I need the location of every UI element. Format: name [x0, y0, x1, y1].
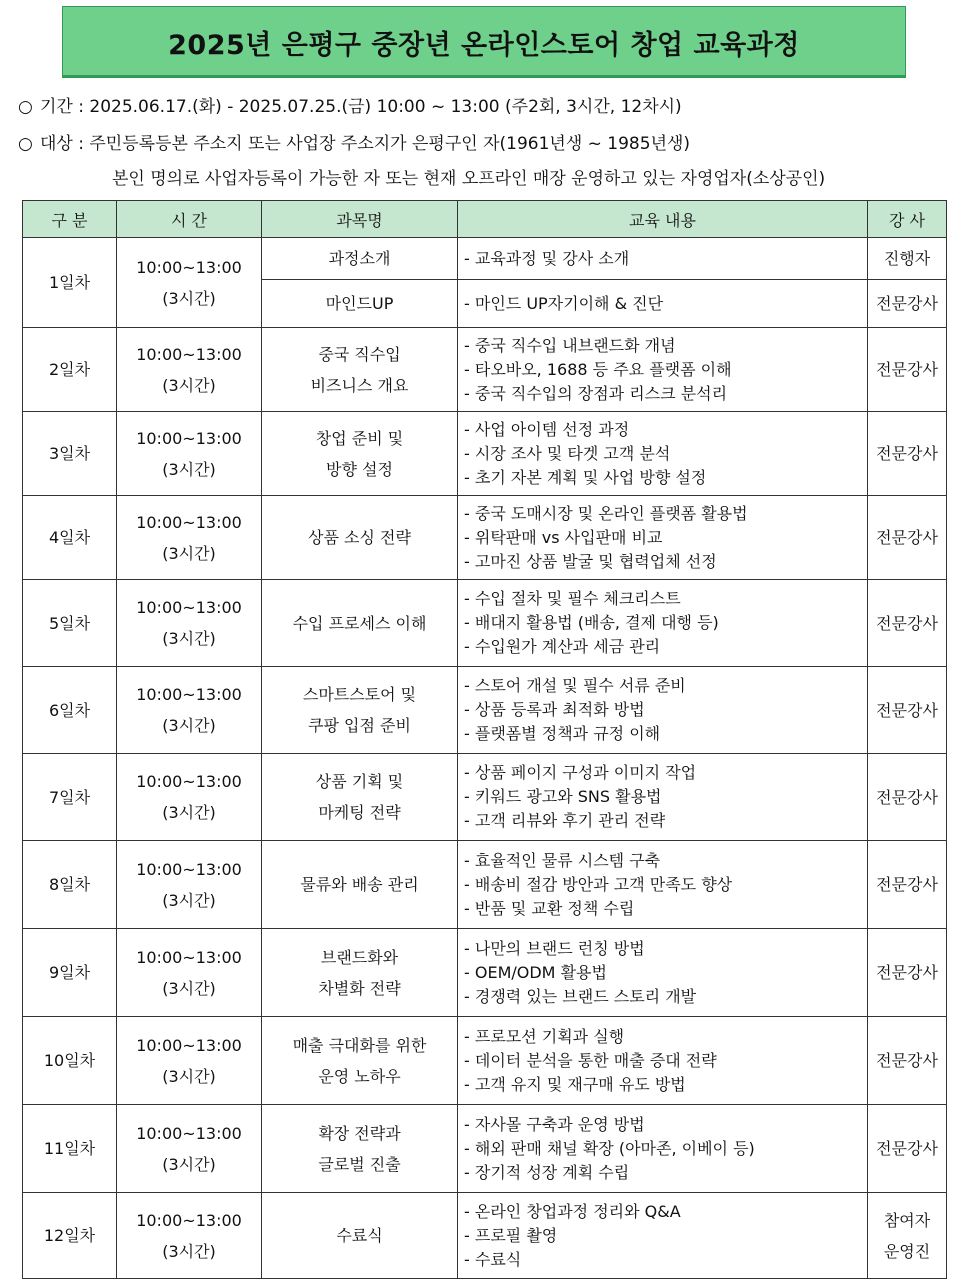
table-row — [23, 238, 947, 280]
subject-line: 브랜드화와 — [320, 947, 399, 967]
instructor-cell — [868, 1193, 947, 1279]
time-cell — [117, 328, 262, 412]
instructor-cell — [868, 667, 947, 754]
subject-line: 마케팅 전략 — [318, 803, 401, 822]
instructor-line: 전문강사 — [876, 700, 938, 720]
content-item: - 시장 조사 및 타겟 고객 분석 — [464, 443, 671, 463]
content-item: - 타오바오, 1688 등 주요 플랫폼 이해 — [464, 359, 732, 379]
content-item: - 상품 페이지 구성과 이미지 작업 — [464, 763, 697, 782]
subject-cell — [262, 754, 458, 841]
session-cell: 1일차 — [23, 238, 117, 328]
time-main: 10:00~13:00 — [136, 257, 242, 277]
time-cell — [117, 929, 262, 1017]
subject-line: 확장 전략과 — [318, 1123, 401, 1143]
content-item: - OEM/ODM 활용법 — [464, 962, 607, 982]
contents-cell — [458, 280, 868, 328]
info-period-text: 기간 : 2025.06.17.(화) - 2025.07.25.(금) 10:00 ~ 13:00 (주2회, 3시간, 12차시) — [40, 97, 682, 117]
table-row — [23, 328, 947, 412]
content-item: - 고마진 상품 발굴 및 협력업체 선정 — [464, 551, 717, 571]
instructor-line: 전문강사 — [876, 875, 938, 894]
content-item: - 초기 자본 계획 및 사업 방향 설정 — [464, 467, 707, 487]
subject-line: 마인드UP — [325, 294, 394, 313]
instructor-line: 전문강사 — [876, 444, 938, 463]
time-main: 10:00~13:00 — [136, 1035, 242, 1055]
content-item: - 스토어 개설 및 필수 서류 준비 — [464, 676, 686, 695]
content-item: - 반품 및 교환 정책 수립 — [464, 898, 635, 918]
time-cell — [117, 580, 262, 667]
instructor-cell — [868, 841, 947, 929]
instructor-line: 전문강사 — [876, 1051, 938, 1070]
info-target — [18, 129, 690, 154]
session-cell: 2일차 — [23, 328, 117, 412]
instructor-cell — [868, 412, 947, 496]
session-cell: 10일차 — [23, 1017, 117, 1105]
time-sub: (3시간) — [162, 1241, 216, 1261]
time-sub: (3시간) — [162, 716, 216, 735]
time-main: 10:00~13:00 — [136, 772, 242, 791]
table-row — [23, 412, 947, 496]
subject-line: 스마트스토어 및 — [302, 685, 417, 704]
contents-cell — [458, 496, 868, 580]
session-cell: 5일차 — [23, 580, 117, 667]
session-cell: 11일차 — [23, 1105, 117, 1193]
time-cell — [117, 1193, 262, 1279]
contents-cell — [458, 667, 868, 754]
subject-cell — [262, 280, 458, 328]
contents-cell — [458, 580, 868, 667]
time-main: 10:00~13:00 — [136, 428, 242, 448]
time-sub: (3시간) — [162, 890, 216, 910]
table-header-row — [23, 201, 947, 238]
info-target-detail — [112, 164, 825, 189]
content-item: - 고객 리뷰와 후기 관리 전략 — [464, 811, 666, 830]
content-item: - 해외 판매 채널 확장 (아마존, 이베이 등) — [464, 1138, 755, 1158]
time-main: 10:00~13:00 — [136, 512, 242, 532]
session-cell: 7일차 — [23, 754, 117, 841]
contents-cell — [458, 328, 868, 412]
instructor-cell — [868, 580, 947, 667]
time-cell — [117, 238, 262, 328]
content-item: - 상품 등록과 최적화 방법 — [464, 700, 645, 719]
time-sub: (3시간) — [162, 978, 216, 998]
content-item: - 고객 유지 및 재구매 유도 방법 — [464, 1074, 686, 1094]
subject-cell — [262, 328, 458, 412]
session-cell: 12일차 — [23, 1193, 117, 1279]
instructor-line: 전문강사 — [876, 963, 938, 982]
time-main: 10:00~13:00 — [136, 947, 242, 967]
session-cell: 6일차 — [23, 667, 117, 754]
content-item: - 사업 아이템 선정 과정 — [464, 419, 630, 439]
content-item: - 데이터 분석을 통한 매출 증대 전략 — [464, 1050, 717, 1070]
subject-cell — [262, 580, 458, 667]
content-item: - 중국 직수입 내브랜드화 개념 — [464, 335, 676, 355]
subject-line: 글로벌 진출 — [318, 1154, 401, 1174]
instructor-line: 전문강사 — [876, 294, 938, 313]
schedule-table — [22, 200, 947, 1279]
subject-line: 과정소개 — [328, 249, 391, 268]
content-item: - 온라인 창업과정 정리와 Q&A — [464, 1201, 681, 1221]
content-item: - 수입원가 계산과 세금 관리 — [464, 637, 661, 656]
table-row — [23, 667, 947, 754]
subject-line: 물류와 배송 관리 — [300, 875, 419, 894]
content-item: - 나만의 브랜드 런칭 방법 — [464, 938, 645, 958]
time-main: 10:00~13:00 — [136, 344, 242, 364]
instructor-cell — [868, 238, 947, 280]
instructor-line: 전문강사 — [876, 1139, 938, 1158]
contents-cell — [458, 1193, 868, 1279]
session-cell: 9일차 — [23, 929, 117, 1017]
instructor-line: 참여자 — [883, 1210, 931, 1230]
session-cell: 3일차 — [23, 412, 117, 496]
subject-cell — [262, 1017, 458, 1105]
bullet-circle: ○ — [18, 97, 33, 117]
content-item: - 경쟁력 있는 브랜드 스토리 개발 — [464, 986, 697, 1006]
time-sub: (3시간) — [162, 375, 216, 395]
instructor-cell — [868, 1105, 947, 1193]
info-target-detail-text: 본인 명의로 사업자등록이 가능한 자 또는 현재 오프라인 매장 운영하고 있는 자영업자(소상공인) — [112, 169, 826, 189]
contents-cell — [458, 841, 868, 929]
time-cell — [117, 1017, 262, 1105]
header-subject: 과목명 — [262, 201, 458, 238]
subject-cell — [262, 412, 458, 496]
instructor-line: 전문강사 — [876, 787, 938, 807]
page-title: 2025년 은평구 중장년 온라인스토어 창업 교육과정 — [168, 29, 800, 61]
subject-line: 비즈니스 개요 — [310, 375, 409, 395]
content-item: - 배대지 활용법 (배송, 결제 대행 등) — [464, 613, 719, 632]
table-row — [23, 1105, 947, 1193]
subject-line: 차별화 전략 — [318, 978, 401, 998]
time-cell — [117, 1105, 262, 1193]
content-item: - 플랫폼별 정책과 규정 이해 — [464, 724, 661, 743]
table-row — [23, 841, 947, 929]
content-item: - 교육과정 및 강사 소개 — [464, 248, 630, 268]
contents-cell — [458, 1105, 868, 1193]
table-row — [23, 929, 947, 1017]
time-sub: (3시간) — [162, 629, 216, 648]
contents-cell — [458, 1017, 868, 1105]
instructor-cell — [868, 280, 947, 328]
session-cell: 4일차 — [23, 496, 117, 580]
bullet-circle: ○ — [18, 134, 33, 154]
subject-line: 중국 직수입 — [318, 344, 401, 364]
instructor-line: 전문강사 — [876, 528, 938, 547]
time-main: 10:00~13:00 — [136, 859, 242, 879]
subject-line: 운영 노하우 — [318, 1066, 401, 1086]
header-contents: 교육 내용 — [458, 201, 868, 238]
subject-line: 수입 프로세스 이해 — [292, 613, 427, 633]
instructor-cell — [868, 1017, 947, 1105]
time-cell — [117, 412, 262, 496]
content-item: - 자사몰 구축과 운영 방법 — [464, 1114, 645, 1134]
time-sub: (3시간) — [162, 288, 216, 308]
subject-line: 매출 극대화를 위한 — [292, 1035, 427, 1055]
contents-cell — [458, 238, 868, 280]
subject-cell — [262, 929, 458, 1017]
subject-cell — [262, 1193, 458, 1279]
time-sub: (3시간) — [162, 1154, 216, 1174]
content-item: - 프로필 촬영 — [464, 1225, 558, 1245]
table-row — [23, 1017, 947, 1105]
title-banner — [62, 6, 906, 78]
subject-cell — [262, 1105, 458, 1193]
time-cell — [117, 667, 262, 754]
header-session: 구 분 — [23, 201, 117, 238]
subject-line: 수료식 — [336, 1226, 383, 1245]
time-sub: (3시간) — [162, 459, 216, 479]
contents-cell — [458, 412, 868, 496]
content-item: - 마인드 UP자기이해 & 진단 — [464, 293, 664, 313]
subject-line: 상품 소싱 전략 — [308, 528, 411, 547]
instructor-line: 진행자 — [883, 249, 931, 268]
time-cell — [117, 754, 262, 841]
contents-cell — [458, 754, 868, 841]
time-sub: (3시간) — [162, 803, 216, 822]
header-time: 시 간 — [117, 201, 262, 238]
info-period — [18, 92, 682, 117]
instructor-line: 전문강사 — [876, 613, 938, 633]
instructor-cell — [868, 929, 947, 1017]
subject-line: 창업 준비 및 — [315, 428, 404, 448]
time-sub: (3시간) — [162, 543, 216, 563]
instructor-line: 전문강사 — [876, 360, 938, 379]
info-target-text: 대상 : 주민등록등본 주소지 또는 사업장 주소지가 은평구인 자(1961년생 ~ 1985년생) — [40, 134, 691, 154]
time-main: 10:00~13:00 — [136, 1123, 242, 1143]
table-row — [23, 580, 947, 667]
time-main: 10:00~13:00 — [136, 598, 242, 617]
subject-cell — [262, 841, 458, 929]
content-item: - 장기적 성장 계획 수립 — [464, 1162, 630, 1182]
subject-line: 방향 설정 — [326, 459, 393, 479]
content-item: - 효율적인 물류 시스템 구축 — [464, 850, 661, 870]
time-main: 10:00~13:00 — [136, 685, 242, 704]
header-instructor: 강 사 — [868, 201, 947, 238]
contents-cell — [458, 929, 868, 1017]
content-item: - 키워드 광고와 SNS 활용법 — [464, 787, 662, 806]
instructor-cell — [868, 328, 947, 412]
content-item: - 중국 직수입의 장점과 리스크 분석리 — [464, 383, 728, 403]
content-item: - 중국 도매시장 및 온라인 플랫폼 활용법 — [464, 503, 748, 523]
time-main: 10:00~13:00 — [136, 1210, 242, 1230]
time-cell — [117, 496, 262, 580]
time-cell — [117, 841, 262, 929]
instructor-cell — [868, 754, 947, 841]
content-item: - 위탁판매 vs 사입판매 비교 — [464, 527, 663, 547]
instructor-line: 운영진 — [883, 1241, 931, 1261]
table-row — [23, 754, 947, 841]
content-item: - 프로모션 기획과 실행 — [464, 1026, 625, 1046]
session-cell: 8일차 — [23, 841, 117, 929]
subject-line: 상품 기획 및 — [315, 772, 404, 791]
subject-cell — [262, 238, 458, 280]
table-row — [23, 496, 947, 580]
subject-cell — [262, 667, 458, 754]
time-sub: (3시간) — [162, 1066, 216, 1086]
instructor-cell — [868, 496, 947, 580]
subject-line: 쿠팡 입점 준비 — [308, 716, 411, 735]
content-item: - 배송비 절감 방안과 고객 만족도 향상 — [464, 874, 733, 894]
content-item: - 수료식 — [464, 1249, 522, 1269]
table-row — [23, 1193, 947, 1279]
subject-cell — [262, 496, 458, 580]
content-item: - 수입 절차 및 필수 체크리스트 — [464, 589, 681, 608]
